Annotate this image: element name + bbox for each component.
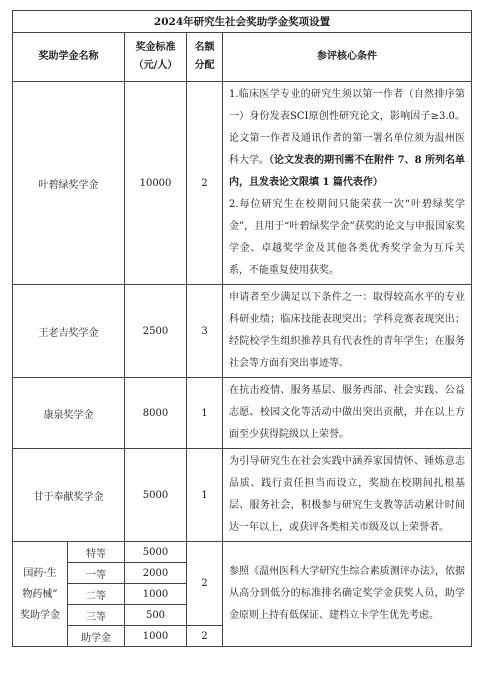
guoyao-name-line1: 国药·生 xyxy=(23,567,57,579)
guoyao-quota: 2 xyxy=(187,542,223,626)
level-label: 一等 xyxy=(68,563,125,584)
header-standard-line2: （元/人） xyxy=(133,60,178,71)
award-name: 王老吉奖学金 xyxy=(13,285,125,378)
award-conditions xyxy=(223,82,472,285)
condition-bold-note: （论文发表的期刊需不在附件 7、8 所列名单内，且发表论文限填 1 篇代表作） xyxy=(229,155,466,188)
award-standard: 2500 xyxy=(125,285,187,378)
guoyao-name-line2: 物药械” xyxy=(22,588,58,600)
award-name: 甘于奉献奖学金 xyxy=(13,449,125,542)
header-standard-line1: 奖金标准 xyxy=(135,42,176,53)
award-standard: 8000 xyxy=(125,378,187,449)
header-name: 奖助学金名称 xyxy=(13,33,125,82)
header-conditions: 参评核心条件 xyxy=(223,33,472,82)
header-quota xyxy=(187,33,223,82)
level-amount: 5000 xyxy=(125,542,187,563)
condition-text xyxy=(229,84,465,194)
award-quota: 2 xyxy=(187,82,223,285)
level-amount: 1000 xyxy=(125,584,187,605)
award-table xyxy=(12,10,472,647)
header-standard xyxy=(125,33,187,82)
condition-text-2: 2.每位研究生在校期间只能荣获一次“叶碧绿奖学金”，且用于“叶碧绿奖学金”获奖的论文与申报国家奖学金、卓越奖学金及其他各类优秀奖学金为互斥关系，不能重复使用获奖。 xyxy=(229,199,466,276)
guoyao-conditions: 参照《温州医科大学研究生综合素质测评办法》，依据从高分到低分的标准排名确定奖学金获奖人员，助学金原则上持有低保证、建档立卡学生优先考虑。 xyxy=(223,542,472,647)
level-amount: 2000 xyxy=(125,563,187,584)
table-title: 2024年研究生社会奖助学金奖项设置 xyxy=(13,11,472,33)
table-row xyxy=(13,542,472,563)
award-conditions: 在抗击疫情、服务基层、服务西部、社会实践、公益志愿、校园文化等活动中做出突出贡献，并在以上方面至少获得院级以上荣誉。 xyxy=(223,378,472,449)
level-label: 三等 xyxy=(68,605,125,626)
level-label: 二等 xyxy=(68,584,125,605)
table-row xyxy=(13,378,472,449)
award-conditions: 申请者至少满足以下条件之一：取得较高水平的专业科研业绩；临床技能表现突出；学科竞赛表现突出；经院校学生组织推荐具有代表性的青年学生；在服务社会等方面有突出事迹等。 xyxy=(223,285,472,378)
table-header-row xyxy=(13,33,472,82)
header-quota-line2: 分配 xyxy=(194,60,215,71)
table-row xyxy=(13,449,472,542)
header-quota-line1: 名额 xyxy=(194,42,215,53)
aid-label: 助学金 xyxy=(68,626,125,647)
aid-quota: 2 xyxy=(187,626,223,647)
guoyao-name-line3: 奖助学金 xyxy=(20,609,60,621)
guoyao-award-name xyxy=(13,542,68,647)
level-amount: 500 xyxy=(125,605,187,626)
table-row xyxy=(13,285,472,378)
award-quota: 1 xyxy=(187,449,223,542)
award-conditions: 为引导研究生在社会实践中涵养家国情怀、锤炼意志品质、践行责任担当而设立，奖励在校期间扎根基层、服务社会，积极参与研究生支教等活动累计时间达一年以上，或获评各类相关市级及以上荣誉者。 xyxy=(223,449,472,542)
level-label: 特等 xyxy=(68,542,125,563)
aid-amount: 1000 xyxy=(125,626,187,647)
award-standard: 5000 xyxy=(125,449,187,542)
table-row xyxy=(13,82,472,285)
award-standard: 10000 xyxy=(125,82,187,285)
award-name: 叶碧绿奖学金 xyxy=(13,82,125,285)
award-quota: 3 xyxy=(187,285,223,378)
award-name: 康泉奖学金 xyxy=(13,378,125,449)
award-quota: 1 xyxy=(187,378,223,449)
condition-part-a: 1.临床医学专业的研究生须以第一作者（自然排序第一）身份发表SCI原创性研究论文，影响因子≥3.0。论文第一作者及通讯作者的第一署名单位须为温州医科大学。 xyxy=(229,89,466,166)
